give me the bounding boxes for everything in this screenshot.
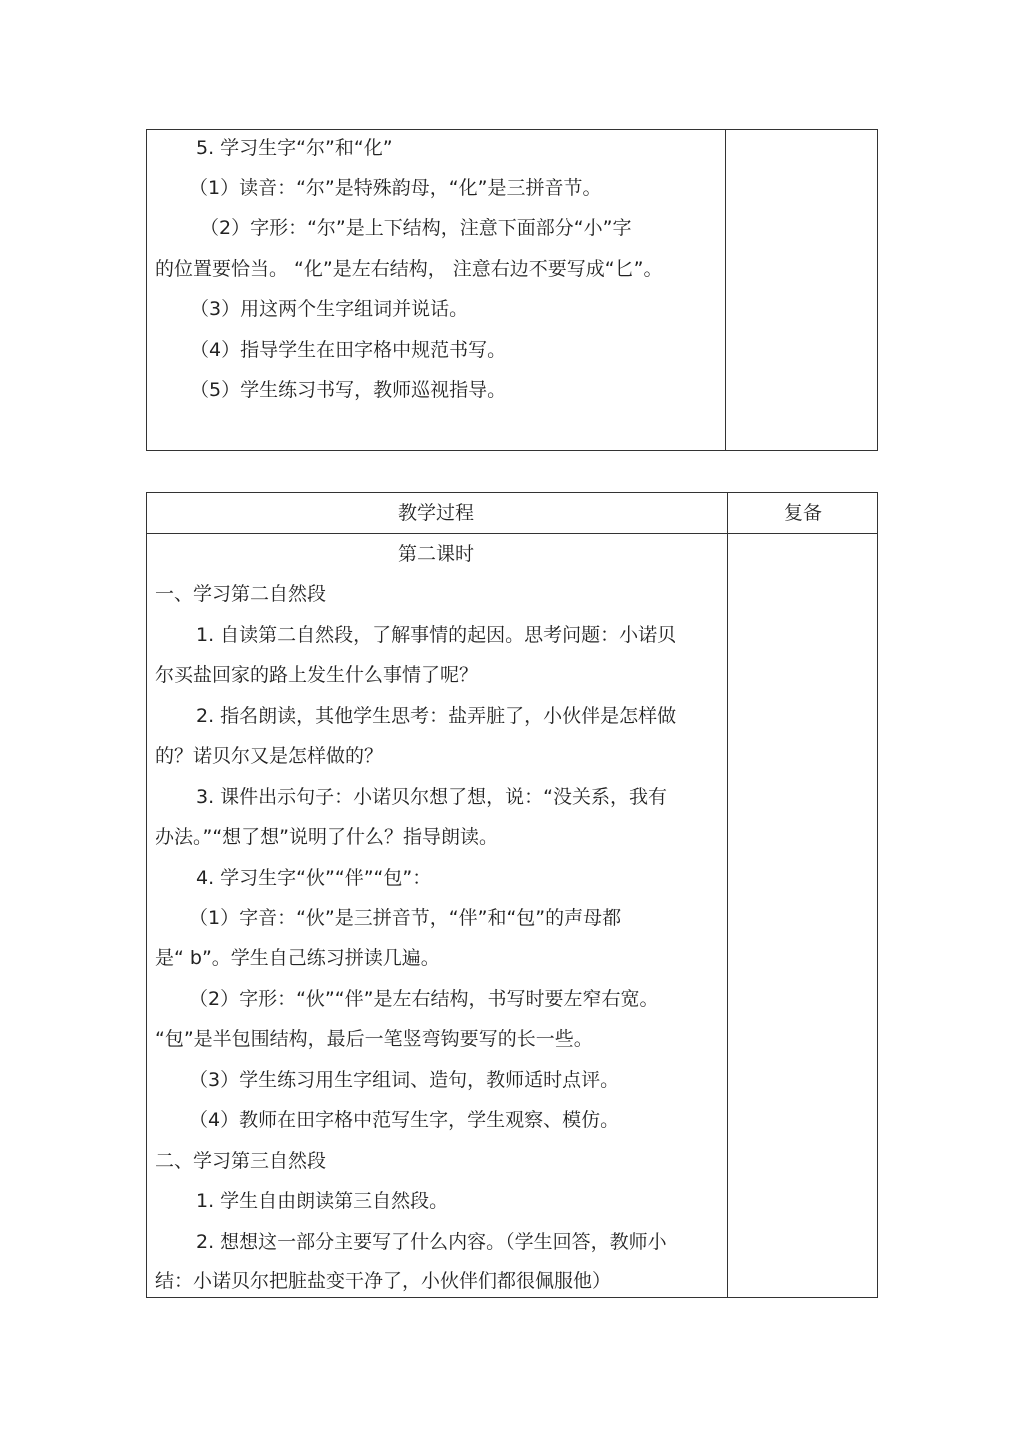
header-teaching-process: 教学过程 xyxy=(398,502,475,524)
table-lesson-part2 xyxy=(146,492,878,1298)
text-line: 1. 学生自由朗读第三自然段。 xyxy=(196,1190,449,1212)
text-line: （3）学生练习用生字组词、造句，教师适时点评。 xyxy=(189,1069,620,1091)
text-line: （4）指导学生在田字格中规范书写。 xyxy=(190,339,507,361)
text-line: 一、学习第二自然段 xyxy=(155,583,327,605)
text-line: 办法。”“想了想”说明了什么？指导朗读。 xyxy=(155,826,499,848)
text-line: 2. 想想这一部分主要写了什么内容。（学生回答，教师小 xyxy=(196,1231,667,1253)
text-line: 5. 学习生字“尔”和“化” xyxy=(196,137,393,159)
header-preparation: 复备 xyxy=(784,502,823,524)
lesson-title: 第二课时 xyxy=(398,543,475,565)
text-line: 二、学习第三自然段 xyxy=(155,1150,327,1172)
text-line: （1）读音：“尔”是特殊韵母，“化”是三拼音节。 xyxy=(189,177,602,199)
text-line: （1）字音：“伙”是三拼音节，“伴”和“包”的声母都 xyxy=(189,907,622,929)
text-line: （2）字形：“伙”“伴”是左右结构，书写时要左窄右宽。 xyxy=(189,988,659,1010)
text-line: 4. 学习生字“伙”“伴”“包”： xyxy=(196,867,432,889)
text-line: （4）教师在田字格中范写生字，学生观察、模仿。 xyxy=(189,1109,620,1131)
column-divider xyxy=(727,493,728,1297)
text-line: 尔买盐回家的路上发生什么事情了呢？ xyxy=(155,664,479,686)
text-line: （5）学生练习书写，教师巡视指导。 xyxy=(190,379,507,401)
text-line: （3）用这两个生字组词并说话。 xyxy=(190,298,469,320)
text-line: 2. 指名朗读，其他学生思考：盐弄脏了，小伙伴是怎样做 xyxy=(196,705,677,727)
text-line: 结：小诺贝尔把脏盐变干净了，小伙伴们都很佩服他） xyxy=(155,1270,612,1292)
text-line: 的？诺贝尔又是怎样做的？ xyxy=(155,745,384,767)
header-divider xyxy=(147,533,877,534)
text-line: 是“ b”。学生自己练习拼读几遍。 xyxy=(155,947,440,969)
text-line: （2）字形：“尔”是上下结构，注意下面部分“小”字 xyxy=(200,217,632,239)
text-line: 的位置要恰当。 “化”是左右结构， 注意右边不要写成“匕”。 xyxy=(155,258,663,280)
table-lesson-part1 xyxy=(146,129,878,451)
text-line: “包”是半包围结构，最后一笔竖弯钩要写的长一些。 xyxy=(155,1028,593,1050)
column-divider xyxy=(725,130,726,450)
text-line: 1. 自读第二自然段，了解事情的起因。思考问题：小诺贝 xyxy=(196,624,677,646)
text-line: 3. 课件出示句子：小诺贝尔想了想，说：“没关系，我有 xyxy=(196,786,668,808)
